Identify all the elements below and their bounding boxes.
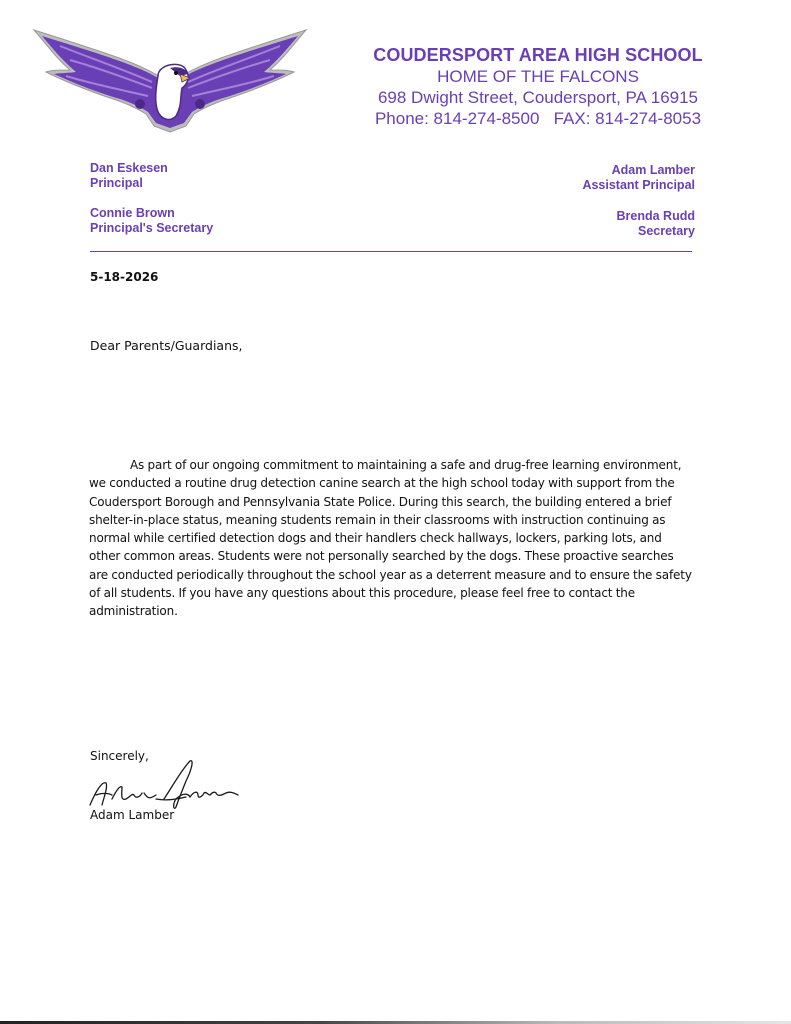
staff-principal: [90, 161, 168, 191]
staff-title: Assistant Principal: [582, 178, 695, 192]
staff-title: Secretary: [638, 224, 695, 238]
staff-name: Dan Eskesen: [90, 161, 168, 175]
staff-name: Brenda Rudd: [616, 209, 695, 223]
school-motto: HOME OF THE FALCONS: [437, 67, 639, 86]
letter-body: As part of our ongoing commitment to maintaining a safe and drug-free learning environment, we conducted a routine drug detection canine search at the high school today with support from the Coudersport Borough and Pennsylvania State Police. During this search, the building entered a brief shelter-in-place status, meaning students remain in their classrooms with instruction continuing as normal while certified detection dogs and their handlers check hallways, lockers, parking lots, and other common areas. Students were not personally searched by the dogs. These proactive searches are conducted periodically throughout the school year as a deterrent measure and to ensure the safety of all students. If you have any questions about this procedure, please feel free to contact the administration.: [89, 458, 692, 619]
school-name: COUDERSPORT AREA HIGH SCHOOL: [373, 45, 703, 65]
school-letterhead: [348, 44, 728, 129]
school-address: 698 Dwight Street, Coudersport, PA 16915: [377, 88, 699, 107]
staff-name: Connie Brown: [90, 206, 175, 220]
staff-title: Principal's Secretary: [90, 221, 214, 235]
handwritten-signature: [86, 755, 246, 815]
staff-secretary: [617, 209, 695, 239]
staff-title: Principal: [90, 176, 143, 190]
falcon-logo-icon: [30, 26, 310, 136]
staff-assistant-principal: [582, 163, 695, 193]
letter-closing: Sincerely,: [90, 749, 149, 763]
letterhead-divider: [90, 251, 692, 252]
staff-name: Adam Lamber: [611, 163, 695, 177]
signer-name: Adam Lamber: [90, 808, 175, 822]
letter-salutation: Dear Parents/Guardians,: [90, 338, 243, 353]
school-contact: Phone: 814-274-8500 FAX: 814-274-8053: [374, 109, 702, 128]
letter-date: 5-18-2026: [90, 270, 159, 284]
staff-principal-secretary: [90, 206, 213, 236]
